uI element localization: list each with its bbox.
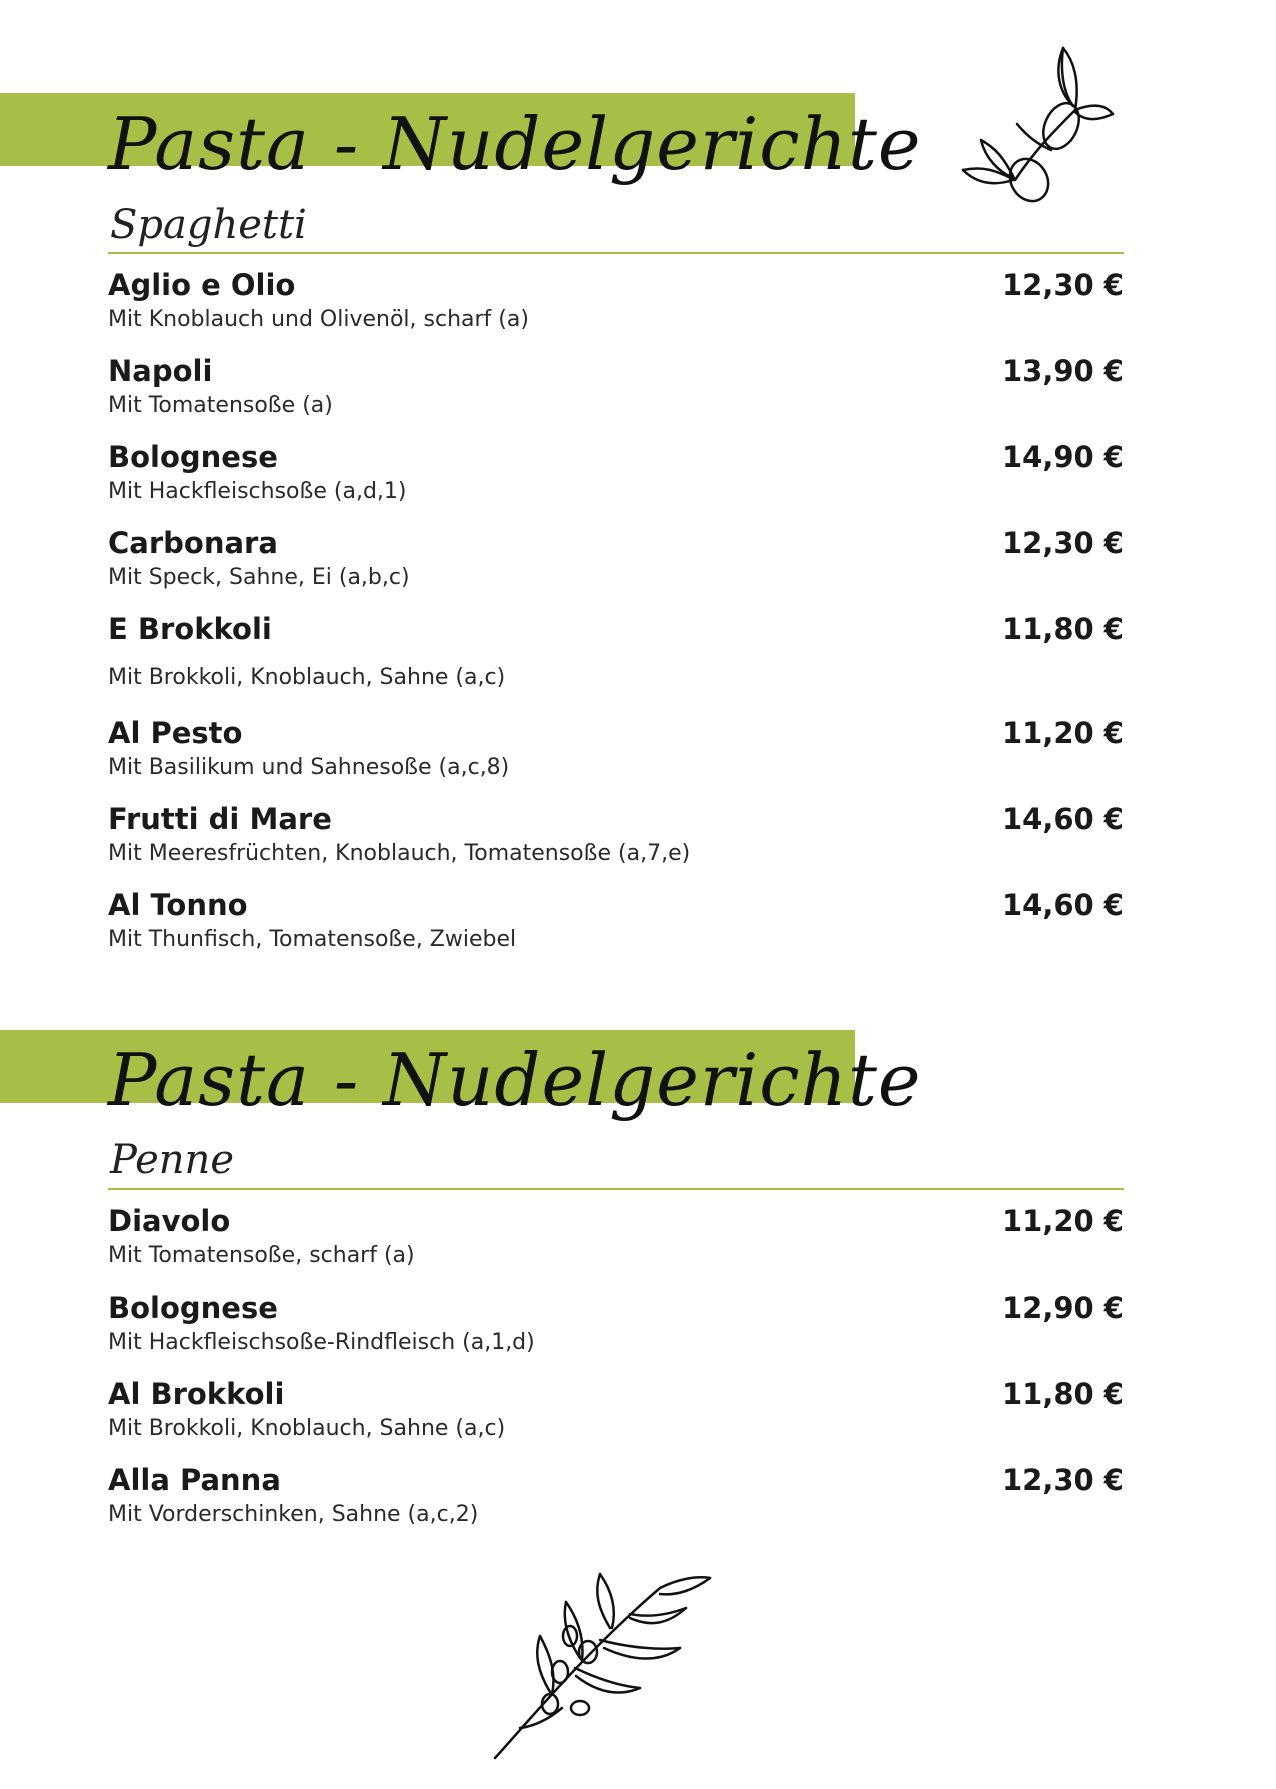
menu-item bbox=[108, 440, 1124, 520]
item-price: 11,80 € bbox=[1001, 612, 1124, 646]
section-subtitle: Penne bbox=[110, 1137, 234, 1183]
item-name: Al Tonno bbox=[108, 888, 248, 922]
item-description: Mit Basilikum und Sahnesoße (a,c,8) bbox=[108, 755, 510, 780]
item-price: 11,80 € bbox=[1001, 1377, 1124, 1411]
item-price: 13,90 € bbox=[1001, 354, 1124, 388]
item-name: Al Brokkoli bbox=[108, 1377, 285, 1411]
item-name: Aglio e Olio bbox=[108, 268, 296, 302]
item-name: Al Pesto bbox=[108, 716, 243, 750]
olive-branch-icon bbox=[955, 40, 1115, 210]
item-description: Mit Knoblauch und Olivenöl, scharf (a) bbox=[108, 307, 529, 332]
section-subtitle: Spaghetti bbox=[110, 202, 307, 248]
item-price: 14,60 € bbox=[1001, 802, 1124, 836]
menu-item bbox=[108, 526, 1124, 606]
item-name: Alla Panna bbox=[108, 1463, 281, 1497]
item-description: Mit Hackfleischsoße (a,d,1) bbox=[108, 479, 407, 504]
menu-item bbox=[108, 612, 1124, 692]
section-title: Pasta - Nudelgerichte bbox=[108, 102, 922, 186]
menu-item bbox=[108, 268, 1124, 348]
item-price: 12,30 € bbox=[1001, 268, 1124, 302]
item-price: 11,20 € bbox=[1001, 1204, 1124, 1238]
menu-item bbox=[108, 1291, 1124, 1371]
divider bbox=[108, 252, 1124, 254]
item-price: 14,60 € bbox=[1001, 888, 1124, 922]
section-title: Pasta - Nudelgerichte bbox=[108, 1038, 922, 1122]
menu-item bbox=[108, 1377, 1124, 1457]
item-name: Frutti di Mare bbox=[108, 802, 332, 836]
menu-item bbox=[108, 1204, 1124, 1284]
item-description: Mit Tomatensoße (a) bbox=[108, 393, 333, 418]
olive-branch-icon bbox=[480, 1568, 730, 1768]
divider bbox=[108, 1188, 1124, 1190]
item-description: Mit Meeresfrüchten, Knoblauch, Tomatensoße (a,7,e) bbox=[108, 841, 691, 866]
menu-item bbox=[108, 1463, 1124, 1543]
item-price: 12,90 € bbox=[1001, 1291, 1124, 1325]
item-name: Bolognese bbox=[108, 440, 278, 474]
menu-item bbox=[108, 716, 1124, 796]
item-name: E Brokkoli bbox=[108, 612, 272, 646]
menu-item bbox=[108, 802, 1124, 882]
item-name: Bolognese bbox=[108, 1291, 278, 1325]
item-description: Mit Thunfisch, Tomatensoße, Zwiebel bbox=[108, 927, 517, 952]
menu-item bbox=[108, 888, 1124, 968]
item-description: Mit Speck, Sahne, Ei (a,b,c) bbox=[108, 565, 410, 590]
item-description: Mit Hackfleischsoße-Rindfleisch (a,1,d) bbox=[108, 1330, 535, 1355]
item-name: Napoli bbox=[108, 354, 213, 388]
item-price: 14,90 € bbox=[1001, 440, 1124, 474]
item-price: 12,30 € bbox=[1001, 526, 1124, 560]
item-description: Mit Tomatensoße, scharf (a) bbox=[108, 1243, 415, 1268]
item-description: Mit Vorderschinken, Sahne (a,c,2) bbox=[108, 1502, 479, 1527]
item-description: Mit Brokkoli, Knoblauch, Sahne (a,c) bbox=[108, 665, 506, 690]
item-price: 12,30 € bbox=[1001, 1463, 1124, 1497]
item-price: 11,20 € bbox=[1001, 716, 1124, 750]
item-name: Carbonara bbox=[108, 526, 278, 560]
item-description: Mit Brokkoli, Knoblauch, Sahne (a,c) bbox=[108, 1416, 506, 1441]
item-name: Diavolo bbox=[108, 1204, 231, 1238]
menu-item bbox=[108, 354, 1124, 434]
